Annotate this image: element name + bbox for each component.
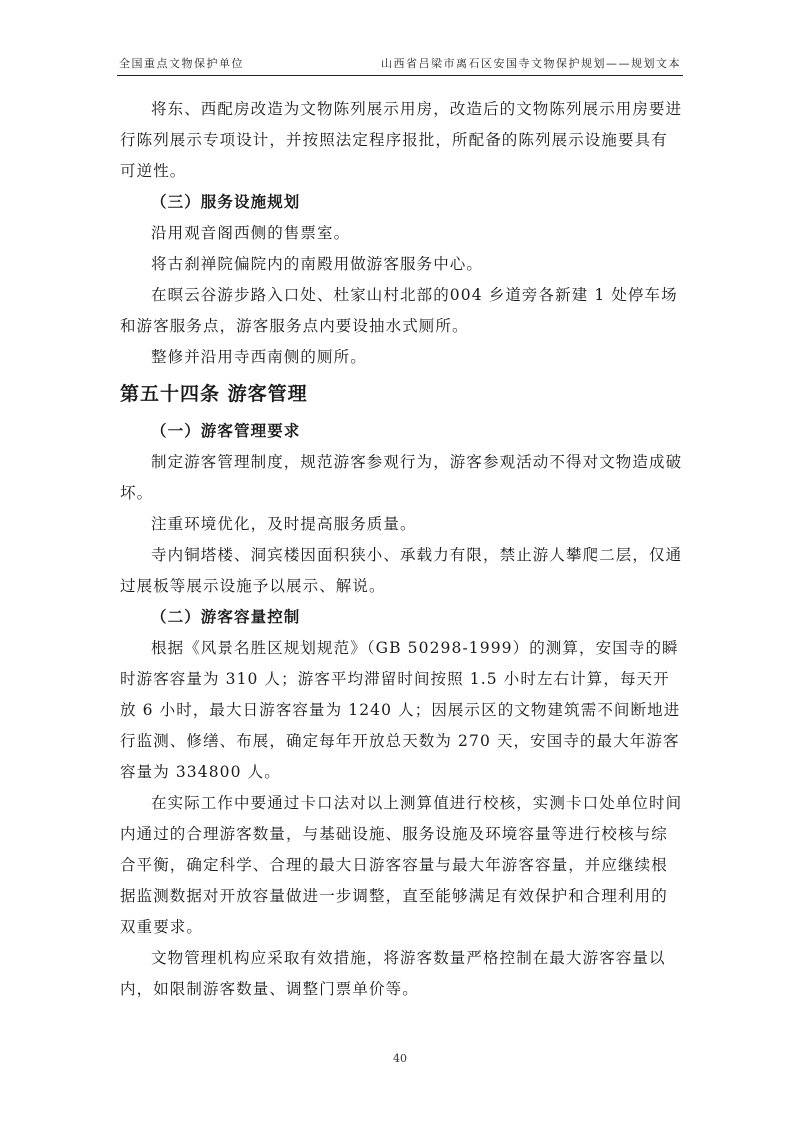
paragraph-tower-restriction: 寺内铜塔楼、洞宾楼因面积狭小、承载力有限，禁止游人攀爬二层，仅通过展板等展示设施予以展示、解说。	[120, 546, 683, 595]
paragraph-environment: 注重环境优化，及时提高服务质量。	[151, 515, 417, 533]
paragraph-exhibition-rooms: 将东、西配房改造为文物陈列展示用房，改造后的文物陈列展示用房要进行陈列展示专项设计，并按照法定程序报批，所配备的陈列展示设施要具有可逆性。	[120, 100, 683, 180]
paragraph-parking: 在暝云谷游步路入口处、杜家山村北部的004 乡道旁各新建 1 处停车场和游客服务点，游客服务点内要设抽水式厕所。	[120, 286, 678, 335]
paragraph-toilet: 整修并沿用寺西南侧的厕所。	[151, 348, 367, 366]
article-heading-visitor-management: 第五十四条 游客管理	[120, 383, 308, 405]
page-header	[117, 53, 683, 76]
paragraph-ticket-office: 沿用观音阁西侧的售票室。	[151, 224, 351, 242]
paragraph-visitor-center: 将古刹禅院偏院内的南殿用做游客服务中心。	[151, 255, 484, 273]
document-body	[120, 94, 683, 1005]
paragraph-control-measures: 文物管理机构应采取有效措施，将游客数量严格控制在最大游客容量以内，如限制游客数量、调整门票单价等。	[120, 949, 666, 998]
section-heading-service-facilities: （三）服务设施规划	[151, 193, 301, 211]
page-number: 40	[393, 1052, 407, 1065]
section-heading-capacity-control: （二）游客容量控制	[151, 608, 301, 626]
header-right-text: 山西省吕梁市离石区安国寺文物保护规划——规划文本	[381, 57, 681, 70]
header-left-text: 全国重点文物保护单位	[119, 57, 244, 70]
paragraph-capacity-calculation: 根据《风景名胜区规划规范》（GB 50298-1999）的测算，安国寺的瞬时游客容量为 310 人；游客平均滞留时间按照 1.5 小时左右计算，每天开放 6 小时，最大日游客容量为 1240 人；因展示区的文物建筑需不间断地进行监测、修缮、布展，确定每年开放总天数为 270 天，安国寺的最大年游客容量为 334800 人。	[120, 639, 681, 781]
paragraph-verification: 在实际工作中要通过卡口法对以上测算值进行校核，实测卡口处单位时间内通过的合理游客数量，与基础设施、服务设施及环境容量等进行校核与综合平衡，确定科学、合理的最大日游客容量与最大年游客容量，并应继续根据监测数据对开放容量做进一步调整，直至能够满足有效保护和合理利用的双重要求。	[120, 794, 683, 936]
paragraph-rules: 制定游客管理制度，规范游客参观行为，游客参观活动不得对文物造成破坏。	[120, 453, 683, 502]
section-heading-management-requirements: （一）游客管理要求	[151, 422, 301, 440]
